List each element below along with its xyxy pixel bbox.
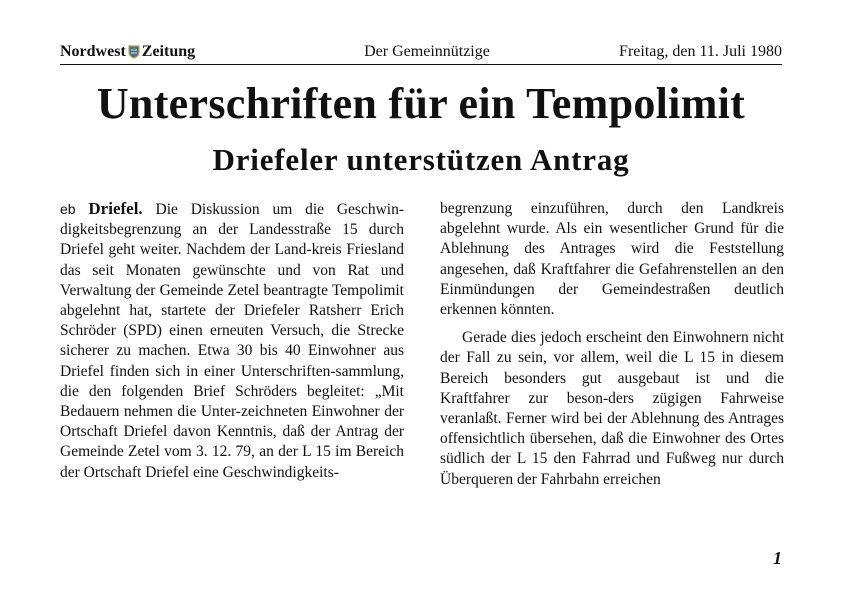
headline: Unterschriften für ein Tempolimit (96, 79, 746, 128)
dateline-place: Driefel. (88, 199, 143, 218)
column-1-text: Die Diskussion um die Geschwin-digkeitsbegrenzung an der Landesstraße 15 durch Driefel geht weiter. Nachdem der Land-kreis Friesland das seit Monaten gewünschte und von Rat und Verwaltung der Gemeinde Zetel beantragte Tempolimit abgelehnt hat, startete der Driefeler Ratsherr Erich Schröder (SPD) einen erneuten Versuch, die Strecke sicherer zu machen. Etwa 30 bis 40 Einwohner aus Driefel finden sich in einer Unterschriften-sammlung, die den folgenden Brief Schröders begleitet: „Mit Bedauern nehmen die Unter-zeichneten Einwohner der Ortschaft Driefel davon Kenntnis, daß der Antrag der Gemeinde Zetel vom 3. 12. 79, an der L 15 im Bereich der Ortschaft Driefel eine Geschwindigkeits- (60, 201, 404, 481)
newspaper-name-part1: Nordwest (60, 43, 126, 60)
section-title: Der Gemeinnützige (364, 43, 490, 60)
newspaper-name-part2: Zeitung (141, 43, 196, 60)
page-number: 1 (773, 548, 782, 568)
article-column-2 (440, 199, 784, 490)
author-initials: eb (60, 201, 76, 217)
article-column-1 (60, 199, 404, 483)
article-paragraph: Gerade dies jedoch erscheint den Einwohnern nicht der Fall zu sein, vor allem, weil die L 15 in diesem Bereich besonders gut ausgebaut ist und die Kraftfahrer zur beson-ders zügigen Fahrweise veranlaßt. Ferner wird bei der Ablehnung des Antrages offensichtlich übersehen, daß die Einwohner des Ortes südlich der L 15 den Fahrrad und Fußweg nur durch Überqueren der Fahrbahn erreichen (440, 329, 784, 488)
newspaper-name (60, 42, 195, 62)
article-paragraph: begrenzung einzuführen, durch den Landkreis abgelehnt wurde. Als ein wesentlicher Grund für die Ablehnung des Antrages wird die Feststellung angesehen, daß Kraftfahrer die Gefahrenstellen an den Einmündungen der Gemeindestraßen deutlich erkennen könnten. (440, 200, 784, 319)
subheadline: Driefeler unterstützen Antrag (212, 142, 630, 177)
masthead (60, 42, 782, 65)
nordwest-zeitung-crest-icon (128, 45, 140, 59)
article-paragraph (60, 199, 404, 483)
issue-date: Freitag, den 11. Juli 1980 (619, 43, 782, 60)
